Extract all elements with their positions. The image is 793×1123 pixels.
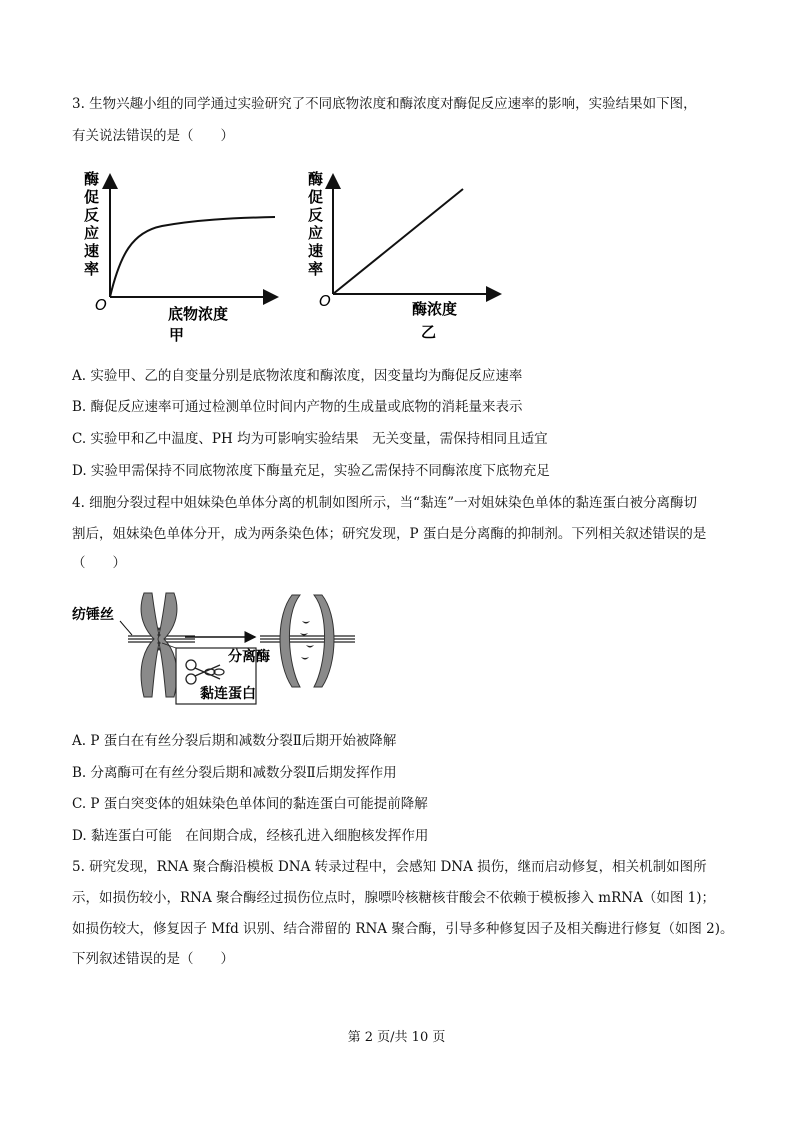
- q5-stem-line1: 5. 研究发现，RNA 聚合酶沿模板 DNA 转录过程中，会感知 DNA 损伤，继而启动修复，相关机制如图所: [72, 859, 707, 875]
- q5-stem-line3: 如损伤较大，修复因子 Mfd 识别、结合滞留的 RNA 聚合酶，引导多种修复因子及相关酶进行修复（如图 2)。: [72, 921, 734, 937]
- q4-stem-line3: （ ）: [72, 555, 126, 571]
- page-footer: 第 2 页/共 10 页: [347, 1030, 446, 1045]
- graph-yi: [308, 170, 500, 341]
- jia-y-label-5: 速: [84, 242, 100, 260]
- chromatids-separated: [280, 595, 334, 687]
- q4-option-a: A. P 蛋白在有丝分裂后期和减数分裂Ⅱ后期开始被降解: [72, 733, 397, 749]
- q4-option-c: C. P 蛋白突变体的姐妹染色单体间的黏连蛋白可能提前降解: [72, 796, 428, 812]
- chromosome-left: [141, 593, 177, 697]
- yi-x-label: 酶浓度: [412, 300, 458, 318]
- jia-origin: O: [95, 296, 107, 314]
- enzyme-label: 分离酶: [228, 649, 270, 665]
- spindle-label: 纺锤丝: [72, 607, 114, 623]
- jia-y-label-1: 酶: [84, 170, 100, 188]
- yi-y-label-3: 反: [308, 206, 324, 224]
- q3-figure: [70, 160, 510, 345]
- yi-line: [333, 189, 463, 294]
- jia-x-label: 底物浓度: [168, 305, 229, 323]
- q4-figure: [70, 585, 370, 720]
- jia-y-label-6: 率: [84, 260, 100, 278]
- yi-y-label-5: 速: [308, 242, 324, 260]
- q3-option-d: D. 实验甲需保持不同底物浓度下酶量充足，实验乙需保持不同酶浓度下底物充足: [72, 463, 550, 479]
- jia-y-label-4: 应: [84, 224, 100, 242]
- q5-stem-line4: 下列叙述错误的是（ ）: [72, 951, 234, 967]
- q3-option-a: A. 实验甲、乙的自变量分别是底物浓度和酶浓度，因变量均为酶促反应速率: [72, 368, 523, 384]
- q3-stem-line1: 3. 生物兴趣小组的同学通过实验研究了不同底物浓度和酶浓度对酶促反应速率的影响，实验结果如下图，: [72, 96, 697, 112]
- jia-curve: [110, 217, 275, 297]
- yi-caption: 乙: [421, 323, 437, 341]
- yi-y-label-2: 促: [308, 188, 324, 206]
- cohesin-fragments: [300, 621, 314, 660]
- spindle-pointer: [120, 621, 132, 635]
- q5-stem-line2: 示，如损伤较小，RNA 聚合酶经过损伤位点时，腺嘌呤核糖核苷酸会不依赖于模板掺入 mRNA（如图 1)；: [72, 890, 715, 906]
- yi-y-label-4: 应: [308, 224, 324, 242]
- q4-stem-line1: 4. 细胞分裂过程中姐妹染色单体分离的机制如图所示，当“黏连”一对姐妹染色单体的黏连蛋白被分离酶切: [72, 495, 697, 511]
- q4-option-b: B. 分离酶可在有丝分裂后期和减数分裂Ⅱ后期发挥作用: [72, 765, 397, 781]
- yi-y-label-1: 酶: [308, 170, 324, 188]
- jia-y-label-3: 反: [84, 206, 100, 224]
- q3-option-c: C. 实验甲和乙中温度、PH 均为可影响实验结果 无关变量，需保持相同且适宜: [72, 431, 548, 447]
- graph-jia: [84, 170, 277, 344]
- q3-stem-line2: 有关说法错误的是（ ）: [72, 128, 234, 144]
- yi-origin: O: [319, 292, 331, 310]
- jia-y-label-2: 促: [84, 188, 100, 206]
- q3-option-b: B. 酶促反应速率可通过检测单位时间内产物的生成量或底物的消耗量来表示: [72, 399, 523, 415]
- q4-option-d: D. 黏连蛋白可能 在间期合成，经核孔进入细胞核发挥作用: [72, 828, 429, 844]
- jia-caption: 甲: [169, 326, 185, 344]
- q4-stem-line2: 割后，姐妹染色单体分开，成为两条染色体；研究发现，P 蛋白是分离酶的抑制剂。下列相关叙述错误的是: [72, 526, 707, 542]
- cohesin-label: 黏连蛋白: [200, 686, 256, 702]
- yi-y-label-6: 率: [308, 260, 324, 278]
- spindle-fibers-right: [260, 636, 355, 642]
